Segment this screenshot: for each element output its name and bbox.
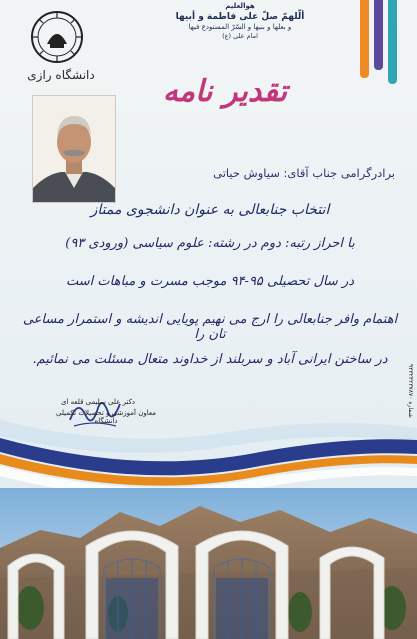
body-line-4: اهتمام وافر جنابعالی را ارج می نهیم پویایی اندیشه و استمرار مساعی تان را bbox=[22, 312, 398, 342]
signer-role: معاون آموزشی و تحصیلات تکمیلی دانشگاه bbox=[56, 409, 156, 425]
header-line-4: امام علی (ع) bbox=[222, 32, 258, 40]
body-line-3: در سال تحصیلی ۹۵-۹۴ موجب مسرت و مباهات است bbox=[65, 274, 355, 289]
university-name: دانشگاه رازی bbox=[27, 68, 95, 82]
certificate-title: تقدیر نامه bbox=[162, 74, 288, 109]
university-emblem-icon bbox=[30, 10, 84, 64]
serial-number: شماره ۹۳۳۲۳۲۳۷۸۷۰ bbox=[407, 364, 414, 418]
decorative-bars bbox=[351, 0, 397, 78]
header-line-3: و بعلها و بنیها و السّرّ المستودع فیها bbox=[188, 23, 292, 31]
body-line-5: در ساختن ایرانی آباد و سربلند از خداوند متعال مسئلت می نمائیم. bbox=[32, 352, 388, 367]
recipient-line: برادرگرامی جناب آقای: سیاوش حیاتی bbox=[213, 166, 395, 180]
header-line-1: هوالعلیم bbox=[225, 2, 255, 10]
header-line-2: ألّلهمّ صلّ علی فاطمة و أبیها bbox=[175, 12, 305, 22]
campus-gate-image bbox=[0, 488, 417, 639]
recipient-photo bbox=[32, 95, 116, 203]
header-text bbox=[150, 2, 330, 40]
body-line-1: انتخاب جنابعالی به عنوان دانشجوی ممتاز bbox=[90, 202, 330, 218]
body-line-2: با احراز رتبه: دوم در رشته: علوم سیاسی (ورودی ۹۳) bbox=[65, 236, 355, 251]
signer-name: دکتر علی سلیمی قلعه ای bbox=[60, 398, 136, 406]
person-avatar-icon bbox=[33, 96, 115, 202]
